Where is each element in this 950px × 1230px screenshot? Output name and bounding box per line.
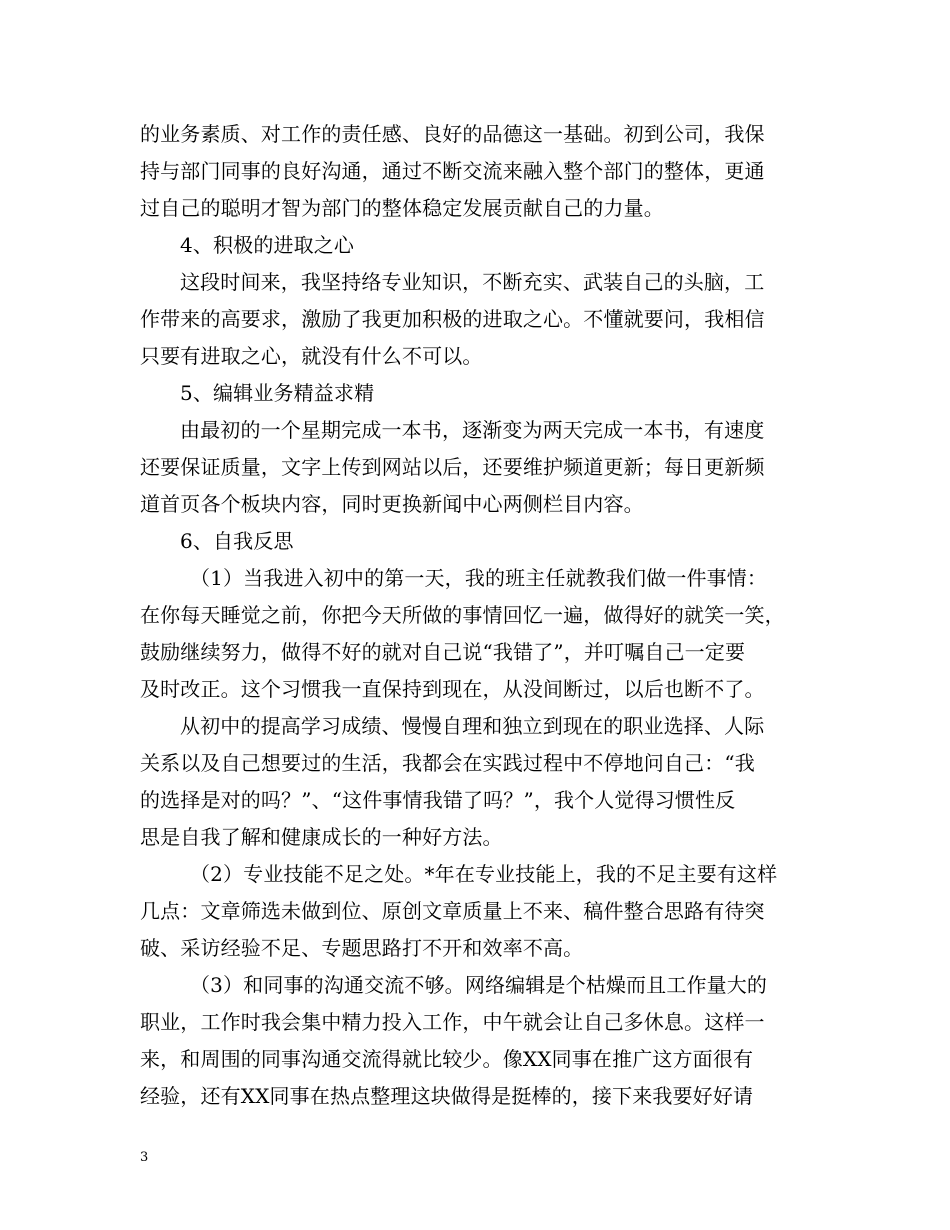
text-line: 作带来的高要求，激励了我更加积极的进取之心。不懂就要问，我相信 <box>140 307 765 331</box>
text-line: 关系以及自己想要过的生活，我都会在实践过程中不停地问自己：“我 <box>140 751 755 775</box>
text-line: 职业，工作时我会集中精力投入工作，中午就会让自己多休息。这样一 <box>140 1010 765 1034</box>
text-line: 来，和周围的同事沟通交流得就比较少。像XX同事在推广这方面很有 <box>140 1047 754 1071</box>
text-line: 的选择是对的吗？”、“这件事情我错了吗？”，我个人觉得习惯性反 <box>140 788 736 812</box>
text-line: 还要保证质量，文字上传到网站以后，还要维护频道更新；每日更新频 <box>140 455 765 479</box>
text-line: （1）当我进入初中的第一天，我的班主任就教我们做一件事情： <box>190 566 768 590</box>
text-line: （2）专业技能不足之处。*年在专业技能上，我的不足主要有这样 <box>190 862 778 886</box>
text-line: 破、采访经验不足、专题思路打不开和效率不高。 <box>140 936 584 960</box>
text-line: 持与部门同事的良好沟通，通过不断交流来融入整个部门的整体，更通 <box>140 159 765 183</box>
page-number: 3 <box>140 1150 149 1165</box>
text-line: （3）和同事的沟通交流不够。网络编辑是个枯燥而且工作量大的 <box>190 973 768 997</box>
text-line: 的业务素质、对工作的责任感、良好的品德这一基础。初到公司，我保 <box>140 122 765 146</box>
text-line: 这段时间来，我坚持络专业知识，不断充实、武装自己的头脑，工 <box>180 270 765 294</box>
section-heading: 4、积极的进取之心 <box>180 233 355 257</box>
text-line: 几点：文章筛选未做到位、原创文章质量上不来、稿件整合思路有待突 <box>140 899 765 923</box>
body-text <box>140 116 830 1115</box>
text-line: 在你每天睡觉之前，你把今天所做的事情回忆一遍，做得好的就笑一笑， <box>140 603 785 627</box>
text-line: 道首页各个板块内容，同时更换新闻中心两侧栏目内容。 <box>140 492 644 516</box>
text-line: 经验，还有XX同事在热点整理这块做得是挺棒的，接下来我要好好请 <box>140 1084 754 1108</box>
text-line: 只要有进取之心，就没有什么不可以。 <box>140 344 483 368</box>
text-line: 鼓励继续努力，做得不好的就对自己说“我错了”，并叮嘱自己一定要 <box>140 640 746 664</box>
section-heading: 6、自我反思 <box>180 529 294 553</box>
text-line: 由最初的一个星期完成一本书，逐渐变为两天完成一本书，有速度 <box>180 418 765 442</box>
text-line: 过自己的聪明才智为部门的整体稳定发展贡献自己的力量。 <box>140 196 664 220</box>
text-line: 从初中的提高学习成绩、慢慢自理和独立到现在的职业选择、人际 <box>180 714 765 738</box>
text-line: 及时改正。这个习惯我一直保持到现在，从没间断过，以后也断不了。 <box>140 677 765 701</box>
text-line: 思是自我了解和健康成长的一种好方法。 <box>140 825 503 849</box>
section-heading: 5、编辑业务精益求精 <box>180 381 375 405</box>
